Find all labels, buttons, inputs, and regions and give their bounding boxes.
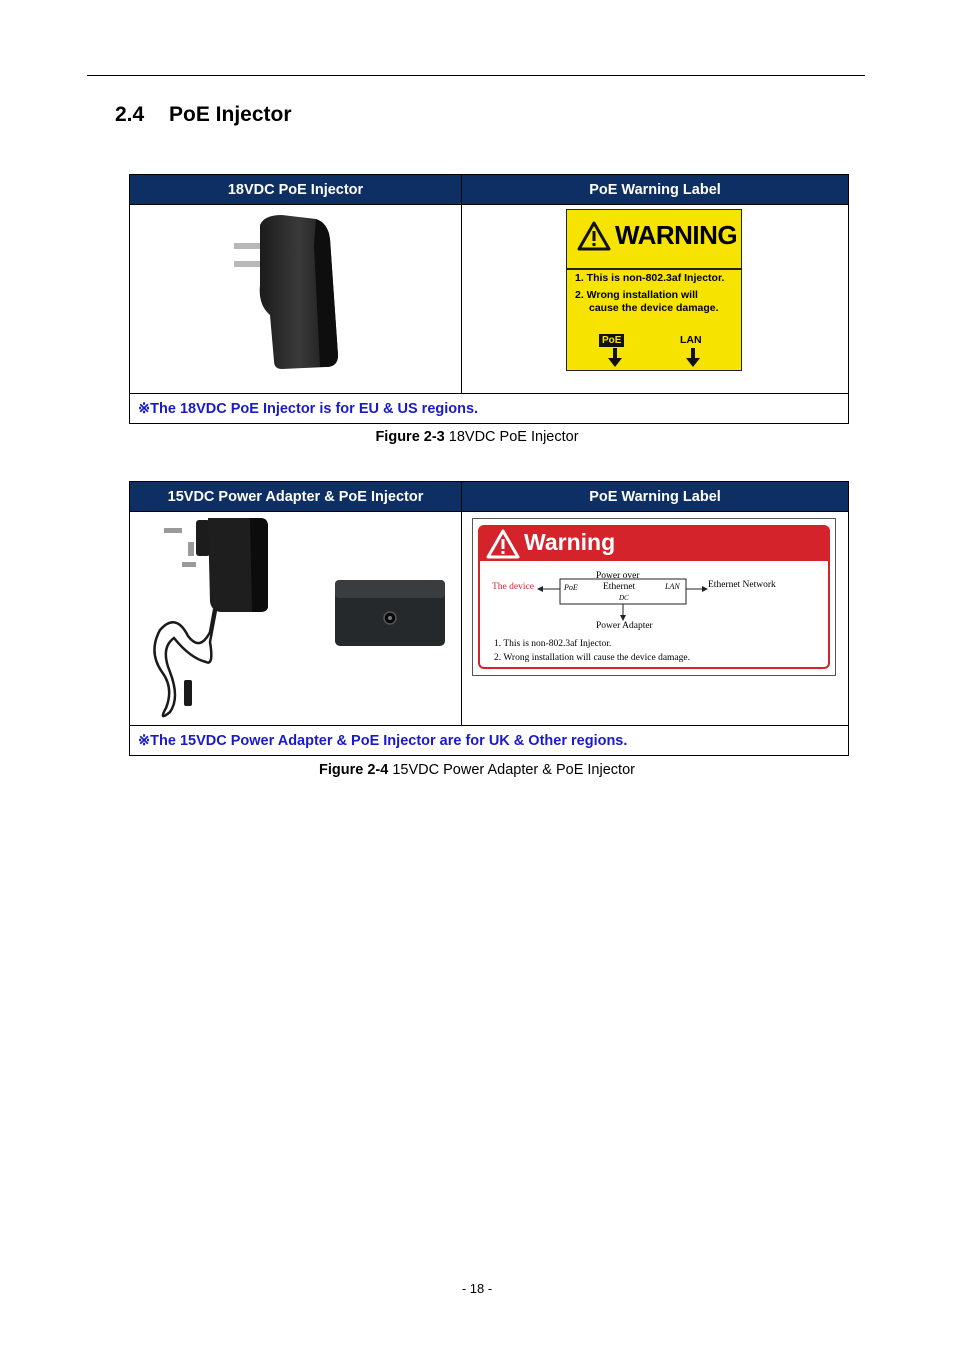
figure-2-4-caption bbox=[0, 762, 954, 778]
label-line-2: 2. Wrong installation will cause the device damage. bbox=[494, 653, 690, 663]
label-instructions bbox=[575, 272, 724, 315]
caption-text: 18VDC PoE Injector bbox=[444, 429, 579, 445]
fig3-col1-header: 18VDC PoE Injector bbox=[130, 175, 462, 205]
label-title: WARNING bbox=[615, 220, 738, 250]
section-title: PoE Injector bbox=[169, 103, 292, 126]
label-poe-port: PoE bbox=[564, 583, 578, 592]
fig3-label-cell bbox=[462, 205, 849, 394]
label-dc: DC bbox=[619, 594, 629, 602]
warning-triangle-icon bbox=[577, 221, 611, 251]
fig4-col2-header: PoE Warning Label bbox=[462, 482, 849, 512]
label-line-1: 1. This is non-802.3af Injector. bbox=[575, 272, 725, 284]
warning-label-red bbox=[472, 518, 836, 676]
fig4-label-cell bbox=[462, 512, 849, 726]
page-number: - 18 - bbox=[461, 1281, 493, 1296]
caption-label: Figure 2-3 bbox=[375, 429, 445, 445]
fig3-region-note: ※The 18VDC PoE Injector is for EU & US regions. bbox=[130, 394, 849, 424]
label-power-over: Power over bbox=[596, 571, 640, 581]
fig4-col1-header: 15VDC Power Adapter & PoE Injector bbox=[130, 482, 462, 512]
fig3-injector-cell bbox=[130, 205, 462, 394]
fig4-region-note: ※The 15VDC Power Adapter & PoE Injector are for UK & Other regions. bbox=[130, 726, 849, 756]
label-power-adapter: Power Adapter bbox=[596, 621, 653, 631]
label-line-3: cause the device damage. bbox=[589, 302, 719, 314]
section-number: 2.4 bbox=[115, 103, 145, 126]
down-arrow-icon bbox=[686, 348, 700, 368]
caption-text: 15VDC Power Adapter & PoE Injector bbox=[388, 762, 635, 778]
label-poe-tag: PoE bbox=[599, 334, 624, 347]
label-ethernet-network: Ethernet Network bbox=[708, 580, 776, 590]
figure-2-3-table bbox=[129, 174, 849, 424]
label-lan-port: LAN bbox=[665, 582, 680, 591]
fig3-col2-header: PoE Warning Label bbox=[462, 175, 849, 205]
fig4-adapter-cell bbox=[130, 512, 462, 726]
label-title: Warning bbox=[524, 529, 616, 555]
header-rule bbox=[87, 75, 865, 76]
connection-diagram bbox=[480, 527, 832, 671]
figure-2-3-caption bbox=[0, 429, 954, 445]
down-arrow-icon bbox=[608, 348, 622, 368]
label-line-1: 1. This is non-802.3af Injector. bbox=[494, 639, 612, 649]
warning-label-yellow bbox=[566, 209, 742, 371]
caption-label: Figure 2-4 bbox=[319, 762, 389, 778]
figure-2-4-table bbox=[129, 481, 849, 756]
section-heading bbox=[115, 103, 292, 127]
label-line-2: 2. Wrong installation will bbox=[575, 289, 698, 301]
power-adapter-15vdc-image bbox=[130, 512, 462, 725]
poe-injector-18vdc-image bbox=[130, 205, 462, 393]
label-the-device: The device bbox=[492, 582, 534, 592]
label-ethernet: Ethernet bbox=[603, 582, 636, 592]
label-lan-tag: LAN bbox=[680, 334, 702, 346]
